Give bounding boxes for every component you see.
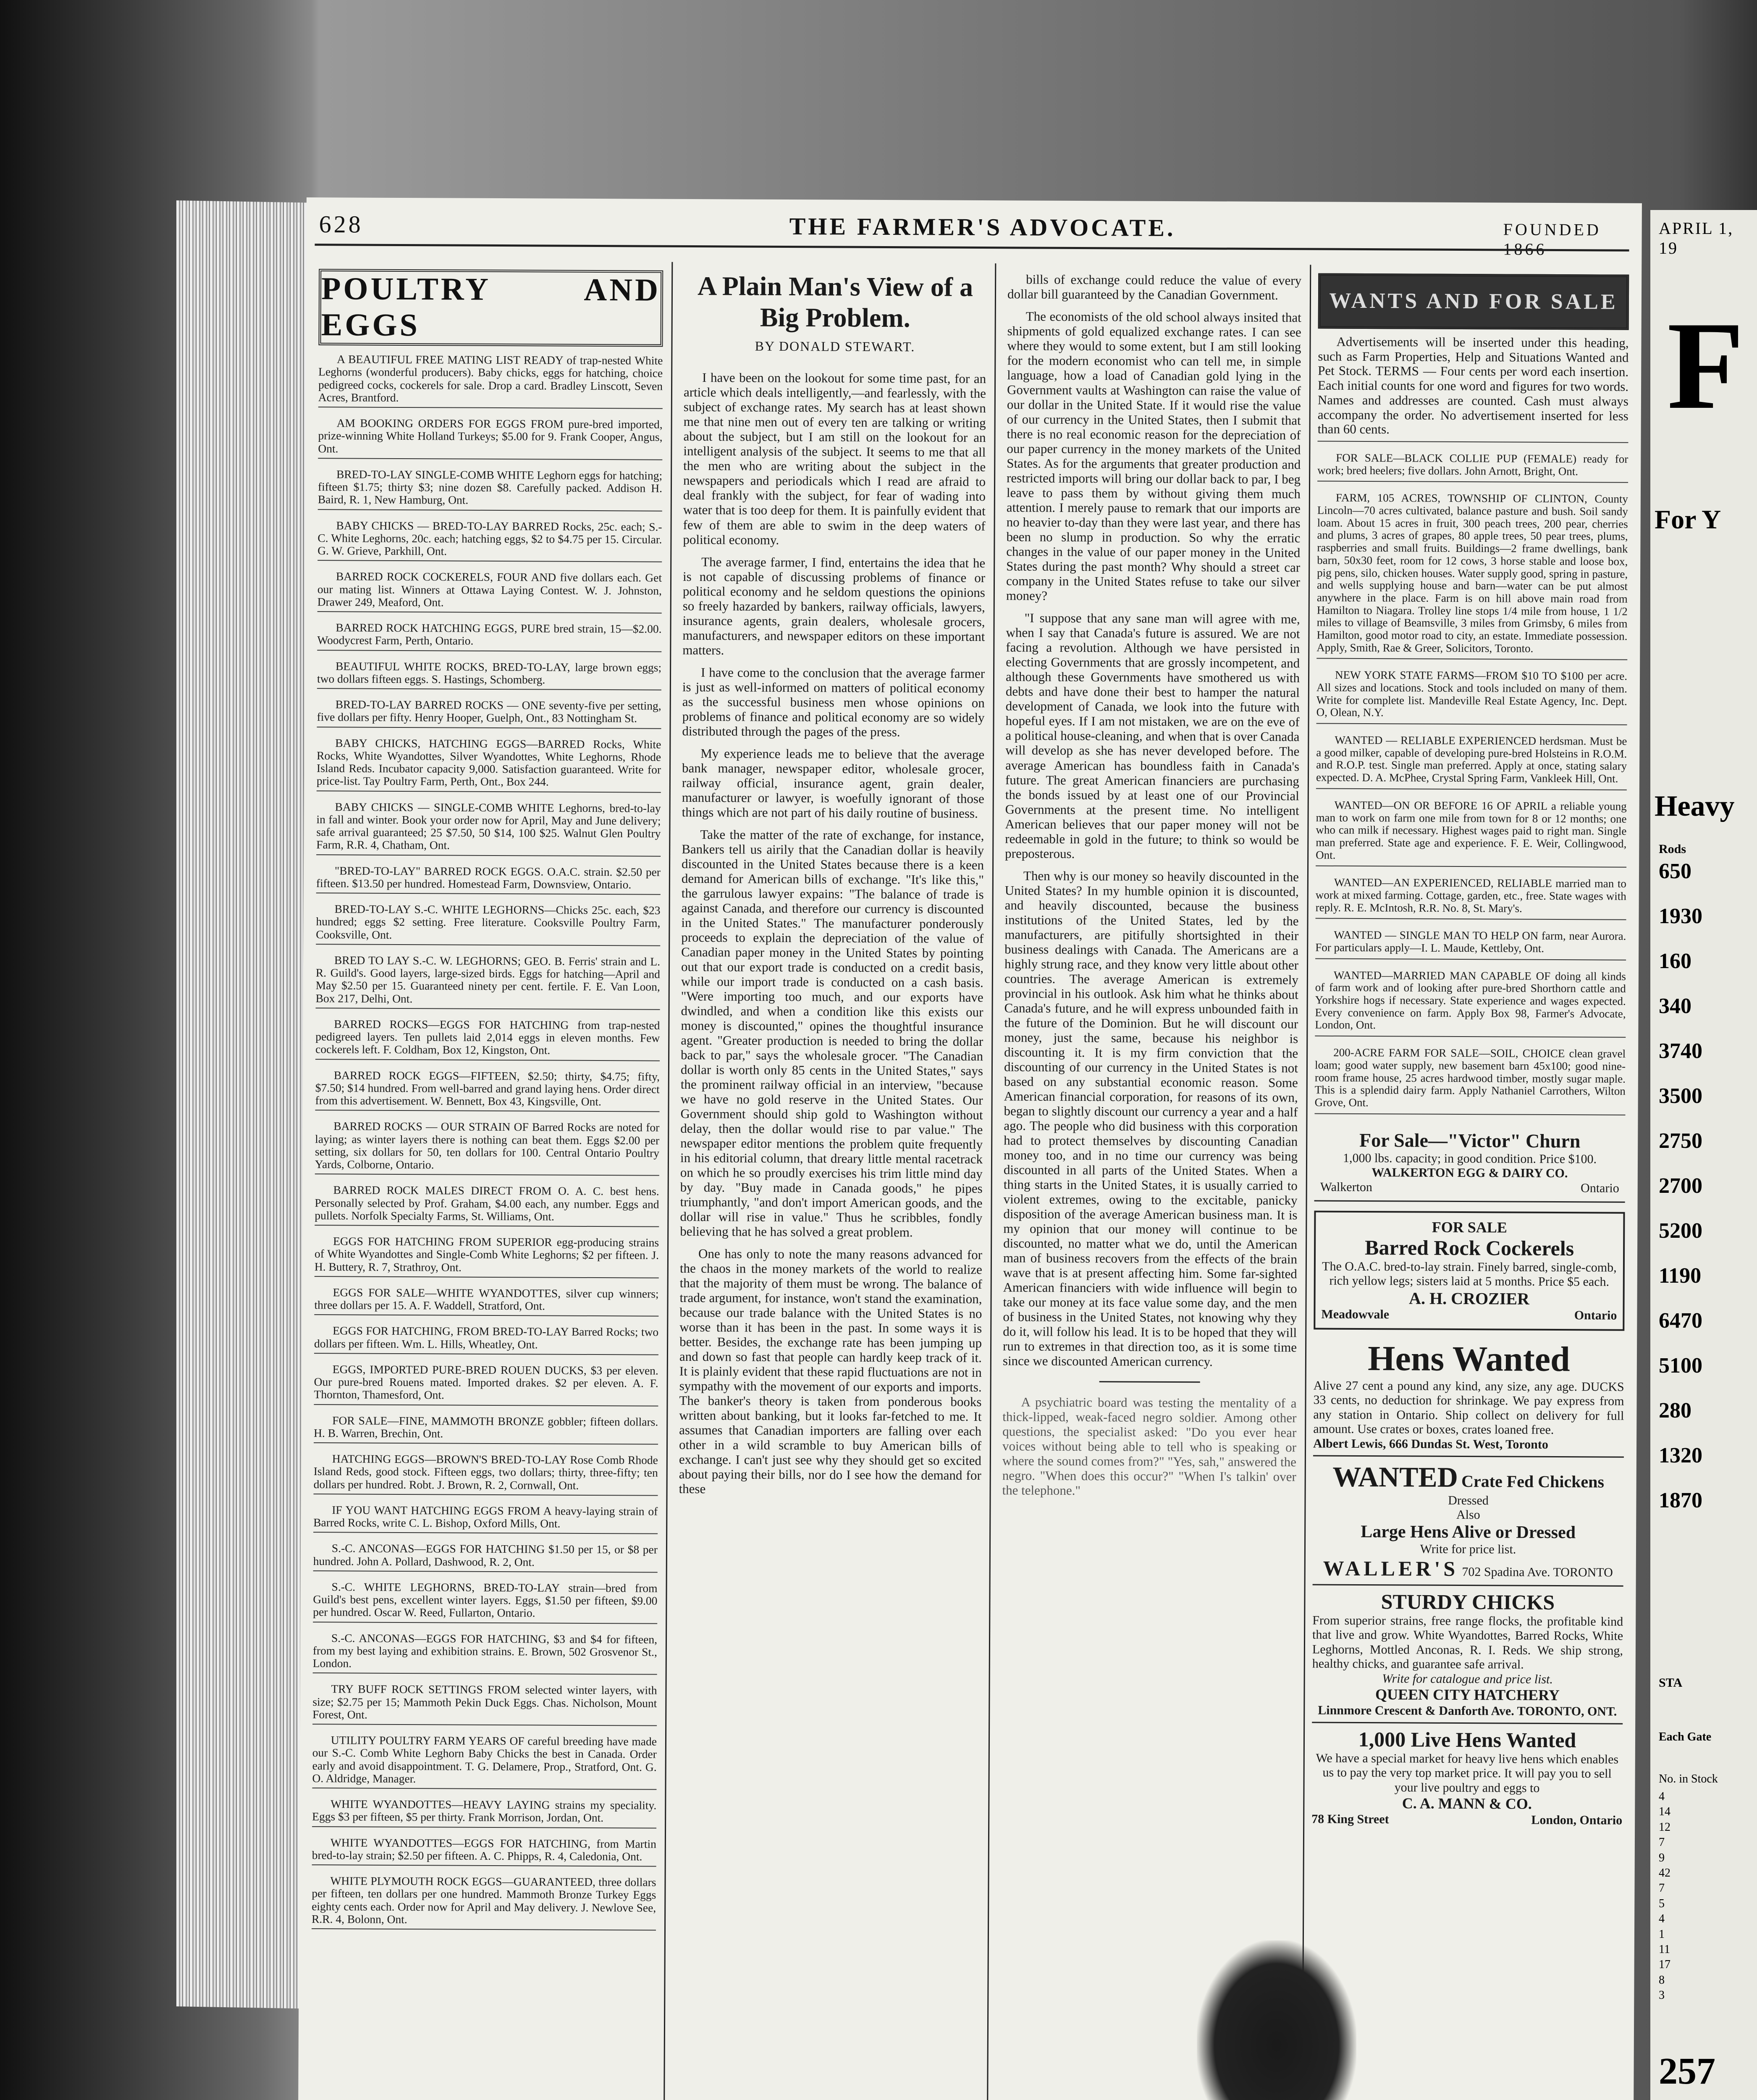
wants-classified-ad: 200-ACRE FARM FOR SALE—SOIL, CHOICE clean gravel loam; good water supply, new basement barn 45x100; good nine-room frame house, 25 acres hardwood timber, mostly sugar maple. This is a splendid dairy farm. Apply Nathaniel Carrothers, Wilton Grove, Ont.: [1315, 1044, 1626, 1116]
rods-value: 280: [1659, 1399, 1691, 1423]
no-in-stock-label: No. in Stock: [1659, 1772, 1718, 1785]
wants-classified-ad: NEW YORK STATE FARMS—FROM $10 TO $100 per acre. All sizes and locations. Stock and tools included on many of them. Write for complete list. Mandeville Real Estate Agency, Inc. Dept. O, Olean, N.Y.: [1316, 667, 1628, 725]
stock-number: 1: [1659, 1927, 1665, 1941]
poultry-classified-ad: BARRED ROCK EGGS—FIFTEEN, $2.50; thirty, $4.75; fifty, $7.50; $14 hundred. From well-barred and grand laying hens. Order direct from this advertisement. W. Bennett, Box 43, Kingsville, Ont.: [315, 1067, 660, 1112]
live-hens-ad: [1311, 1723, 1623, 1832]
classified-intro: Advertisements will be inserted under this heading, such as Farm Properties, Help and Situations Wanted and Pet Stock. TERMS — Four cents per word each insertion. Each initial counts for one word and figures for two words. Names and addresses are counted. Cash must always accompany the order. No advertisement inserted for less than 60 cents.: [1317, 332, 1629, 443]
poultry-classified-ad: WHITE WYANDOTTES—HEAVY LAYING strains my speciality. Eggs $3 per fifteen, $5 per thirty. Frank Morrison, Jordan, Ont.: [312, 1796, 656, 1828]
stock-number: 7: [1659, 1836, 1665, 1849]
poultry-classified-ad: WHITE PLYMOUTH ROCK EGGS—GUARANTEED, three dollars per fifteen, ten dollars per one hundred. Mammoth Bronze Turkey Eggs eighty cents each. Order now for April and May delivery. J. Newlove See, R.R. 4, Bolonn, Ont.: [312, 1873, 656, 1931]
sturdy-chicks-body: From superior strains, free range flocks, the profitable kind that live and grow. White Wyandottes, Barred Rocks, White Leghorns, Mottled Anconas, R. I. Reds. We ship strong, healthy chicks, and guarantee safe arrival.: [1312, 1613, 1623, 1672]
article-paragraph: The average farmer, I find, entertains the idea that he is not capable of discussing problems of finance or political economy and he seldom questions the opinions so freely hazarded by bankers, railway officials, lawyers, insurance agents, grain dealers, wholesale grocers, manufacturers, and newspaper editors on these important matters.: [682, 554, 986, 657]
next-page-heavy: Heavy: [1655, 790, 1735, 822]
column-rule: [1302, 265, 1311, 2100]
poultry-ad-list: [312, 351, 663, 1931]
wants-classified-ad: WANTED—AN EXPERIENCED, RELIABLE married man to work at mixed farming. Cottage, garden, etc., free. State wages with reply. R. E. McIntosh, R.R. No. 8, St. Mary's.: [1316, 874, 1626, 920]
live-hens-title: 1,000 Live Hens Wanted: [1358, 1727, 1576, 1752]
next-page-big-letter: F: [1667, 296, 1744, 435]
rods-value: 160: [1659, 949, 1691, 973]
stock-number: 11: [1659, 1942, 1670, 1956]
live-hens-city: London, Ontario: [1531, 1813, 1623, 1827]
hens-wanted-ad: [1313, 1339, 1624, 1458]
poultry-classified-ad: EGGS, IMPORTED PURE-BRED ROUEN DUCKS, $3 per eleven. Our pure-bred Rouens mated. Imported drakes. $2 per eleven. A. F. Thornton, Thamesford, Ont.: [314, 1361, 658, 1406]
stock-number: 42: [1659, 1866, 1670, 1880]
next-page-bottom-number: 257: [1659, 2050, 1715, 2092]
cockerels-ad: [1314, 1211, 1625, 1331]
wallers-dressed: Dressed: [1448, 1493, 1489, 1508]
poultry-classified-ad: HATCHING EGGS—BROWN'S BRED-TO-LAY Rose Comb Rhode Island Reds, good stock. Fifteen eggs, two dollars; thirty, three-fifty; ten dollars per hundred. Robt. J. Brown, R. 2, Cornwall, Ont.: [314, 1451, 658, 1496]
poultry-classified-ad: BABY CHICKS, HATCHING EGGS—BARRED Rocks, White Rocks, White Wyandottes, Silver Wyandottes, White Leghorns, Rhode Island Reds. Incubator capacity 9,000. Satisfaction guaranteed. Write for price-list. Tay Poultry Farm, Perth, Ont., Box 244.: [317, 735, 661, 793]
joke-item: A psychiatric board was testing the mentality of a thick-lipped, weak-faced negro soldier. Among other questions, the specialist asked: "Do you ever hear voices without being able to tell who is speaking or where the sound comes from?" "Yes, sah," answered the negro. "When does this occur?" "When I's talkin' over the telephone.": [1002, 1394, 1297, 1498]
wants-ad-list: [1315, 449, 1629, 1116]
thumb-shadow: [1197, 1940, 1356, 2100]
rods-value: 1870: [1659, 1488, 1702, 1512]
wallers-also: Also: [1456, 1508, 1480, 1522]
poultry-classified-ad: BRED-TO-LAY SINGLE-COMB WHITE Leghorn eggs for hatching; fifteen $1.75; thirty $3; nine dozen $8. Carefully packed. Addison H. Baird, R. 1, New Hamburg, Ont.: [318, 466, 662, 511]
live-hens-body: We have a special market for heavy live hens which enables us to pay the very top market price. It will pay you to sell your live poultry and eggs to: [1316, 1751, 1619, 1795]
poultry-classified-ad: BABY CHICKS — BRED-TO-LAY BARRED Rocks, 25c. each; S.-C. White Leghorns, 20c. each; hatching eggs, $2 to $4.75 per 15. Circular. G. W. Grieve, Parkhill, Ont.: [317, 517, 662, 562]
wants-classified-ad: WANTED—ON OR BEFORE 16 OF APRIL a reliable young man to work on farm one mile from town for 8 or 12 months; one who can milk if necessary. Highest wages paid to right man. Single man preferred. State age and experience. F. E. Weir, Collingwood, Ont.: [1316, 796, 1627, 868]
rods-value: 2750: [1659, 1129, 1702, 1153]
poultry-classified-ad: A BEAUTIFUL FREE MATING LIST READY of trap-nested White Leghorns (wonderful producers). Baby chicks, eggs for hatching, choice pedigreed cocks, cockerels for sale. Drop a card. Bradley Linscott, Seven Acres, Brantford.: [318, 351, 663, 409]
poultry-classified-ad: BARRED ROCK MALES DIRECT FROM O. A. C. best hens. Personally selected by Prof. Graham, $4.00 each, any number. Eggs and pullets. Norfolk Specialty Farms, St. Williams, Ont.: [315, 1182, 659, 1227]
wallers-write: Write for price list.: [1420, 1542, 1516, 1557]
header-rule: [315, 244, 1629, 252]
wallers-headline: WANTED: [1332, 1460, 1458, 1494]
cockerels-place: Meadowvale: [1321, 1307, 1390, 1322]
wallers-headline2: Crate Fed Chickens: [1461, 1472, 1605, 1491]
rods-list: [1659, 859, 1702, 1533]
poultry-eggs-logo: POULTRY AND EGGS: [318, 269, 663, 347]
poultry-classified-ad: AM BOOKING ORDERS FOR EGGS FROM pure-bred imported, prize-winning White Holland Turkeys; $5.00 for 9. Frank Cooper, Angus, Ont.: [318, 415, 662, 460]
next-page-edge: [1650, 210, 1757, 2100]
next-page-for: For Y: [1655, 504, 1721, 534]
article-column: [679, 270, 986, 1505]
rods-label: Rods: [1659, 842, 1686, 856]
column-rule: [663, 262, 673, 2100]
sturdy-chicks-write: Write for catalogue and price list.: [1382, 1672, 1553, 1686]
rods-value: 3740: [1659, 1039, 1702, 1063]
cockerels-title: Barred Rock Cockerels: [1364, 1236, 1574, 1260]
stock-number: 17: [1659, 1958, 1670, 1971]
poultry-classified-ad: S.-C. ANCONAS—EGGS FOR HATCHING $1.50 per 15, or $8 per hundred. John A. Pollard, Dashwood, R. 2, Ont.: [313, 1540, 658, 1572]
wants-classified-ad: WANTED — RELIABLE EXPERIENCED herdsman. Must be a good milker, capable of developing pure-bred Holsteins in R.O.M. and R.O.P. test. Single man preferred. Apply at once, stating salary expected. D. A. McPhee, Crystal Spring Farm, Vankleek Hill, Ont.: [1316, 732, 1627, 790]
rods-value: 3500: [1659, 1084, 1702, 1108]
stock-number: 4: [1659, 1912, 1665, 1926]
wallers-line: Large Hens Alive or Dressed: [1361, 1522, 1576, 1543]
masthead: THE FARMER'S ADVOCATE.: [789, 213, 1176, 242]
churn-ad: [1314, 1123, 1626, 1203]
poultry-classified-ad: S.-C. WHITE LEGHORNS, BRED-TO-LAY strain—bred from Guild's best pens, excellent winter layers. Eggs, $1.50 per fifteen, $9.00 per hundred. Oscar W. Reed, Fullarton, Ontario.: [313, 1579, 657, 1624]
wants-classified-ad: FOR SALE—BLACK COLLIE PUP (FEMALE) ready for work; bred heelers; five dollars. John Arnott, Bright, Ont.: [1317, 449, 1628, 483]
next-page-date: APRIL 1, 19: [1659, 219, 1734, 257]
article-title: A Plain Man's View of a Big Problem.: [697, 271, 973, 333]
column-rule: [987, 263, 996, 2100]
rods-value: 1930: [1659, 904, 1702, 928]
churn-title: For Sale—"Victor" Churn: [1359, 1129, 1581, 1152]
page-number: 628: [319, 210, 363, 238]
sturdy-chicks-ad: [1312, 1586, 1623, 1725]
poultry-classified-ad: TRY BUFF ROCK SETTINGS FROM selected winter layers, with size; $2.75 per 15; Mammoth Pekin Duck Eggs. Chas. Nicholson, Mount Forest, Ont.: [312, 1681, 657, 1726]
newspaper-page: [298, 197, 1642, 2100]
founded-label: FOUNDED 1866: [1503, 220, 1601, 259]
sturdy-chicks-name: QUEEN CITY HATCHERY: [1375, 1686, 1560, 1704]
hens-wanted-body: Alive 27 cent a pound any kind, any size, any age. DUCKS 33 cents, no deduction for shrinkage. We pay express from any station in Ontario. Ship collect on delivery for full amount. Use crates or boxes, crates loaned free.: [1313, 1378, 1624, 1437]
churn-province: Ontario: [1581, 1181, 1619, 1195]
stock-number: 8: [1659, 1973, 1665, 1987]
wants-classified-ad: FARM, 105 ACRES, TOWNSHIP OF CLINTON, County Lincoln—70 acres cultivated, balance pasture and bush. Soil sandy loam. About 15 acres in fruit, 300 peach trees, 200 pear, cherries and plums, 3 acres of grapes, 80 apple trees, 50 pear trees, plums, raspberries and small fruits. Buildings—2 frame dwellings, bank barn, 50x30 feet, room for 12 cows, 3 horse stable and loose box, pig pens, silo, chicken houses. Water supply good, spring in pasture, and wells supplying house and barn—water can be put almost anywhere in the place. Farm is on hill above main road from Hamilton to Niagara. Trolley line stops 1/4 mile from house, 1 1/2 miles to village of Beamsville, 3 miles from Grimsby, 6 miles from Hamilton, good motor road to city, an estate. Immediate possession. Apply, Smith, Rae & Greer, Solicitors, Toronto.: [1316, 489, 1628, 660]
churn-place: Walkerton: [1320, 1180, 1373, 1194]
poultry-classified-ad: BABY CHICKS — SINGLE-COMB WHITE Leghorns, bred-to-lay in fall and winter. Book your order now for April, May and June delivery; safe arrival guaranteed; 25 $7.50, 50 $14, 100 $25. Walnut Glen Poultry Farm, R.R. 4, Chatham, Ont.: [316, 799, 661, 857]
article-paragraph: I have come to the conclusion that the average farmer is just as well-informed on matters of political economy as the successful business men whose opinions on problems of finance and political economy are so widely distributed through the pages of the press.: [682, 664, 985, 739]
rods-value: 1320: [1659, 1444, 1702, 1467]
poultry-classified-ad: BRED-TO-LAY BARRED ROCKS — ONE seventy-five per setting, five dollars per fifty. Henry Hooper, Guelph, Ont., 83 Nottingham St.: [317, 696, 661, 729]
poultry-classified-ad: "BRED-TO-LAY" BARRED ROCK EGGS. O.A.C. strain. $2.50 per fifteen. $13.50 per hundred. Homestead Farm, Downsview, Ontario.: [316, 863, 661, 895]
article-paragraph: bills of exchange could reduce the value of every dollar bill guaranteed by the Canadian Government.: [1007, 272, 1302, 303]
rods-value: 340: [1659, 994, 1691, 1018]
stock-number: 14: [1659, 1805, 1670, 1819]
cockerels-body: The O.A.C. bred-to-lay strain. Finely barred, single-comb, rich yellow legs; sisters laid at 5 months. Price $5 each.: [1322, 1259, 1617, 1289]
rods-value: 1190: [1659, 1264, 1702, 1288]
poultry-classified-ad: BRED TO LAY S.-C. W. LEGHORNS; GEO. B. Ferris' strain and L. R. Guild's. Good layers, large-sized birds. Eggs for hatching—April and May $2.50 per 15. Guaranteed ninety per cent. fertile. F. E. Van Loon, Box 217, Delhi, Ont.: [316, 952, 661, 1010]
article-byline: BY DONALD STEWART.: [755, 338, 915, 354]
poultry-classified-ad: UTILITY POULTRY FARM YEARS OF careful breeding have made our S.-C. Comb White Leghorn Baby Chicks the best in Canada. Order early and avoid disappointment. T. G. Delamere, Prop., Stratford, Ont. G. O. Aldridge, Manager.: [312, 1732, 657, 1790]
hens-wanted-footer: Albert Lewis, 666 Dundas St. West, Toronto: [1313, 1436, 1548, 1452]
sturdy-chicks-title: STURDY CHICKS: [1381, 1590, 1555, 1614]
wallers-ad: [1313, 1457, 1624, 1587]
wants-logo: WANTS AND FOR SALE: [1318, 273, 1629, 330]
stock-number: 9: [1659, 1851, 1665, 1864]
poultry-classified-ad: EGGS FOR HATCHING, FROM BRED-TO-LAY Barred Rocks; two dollars per fifteen. Wm. L. Hills, Wheatley, Ont.: [314, 1323, 658, 1355]
wants-classified-ad: WANTED—MARRIED MAN CAPABLE OF doing all kinds of farm work and of looking after pure-bred Shorthorn cattle and Yorkshire hogs if necessary. State experience and wages expected. Every convenience on farm. Apply Box 98, Farmer's Advocate, London, Ont.: [1315, 966, 1626, 1038]
rods-value: 2700: [1659, 1174, 1702, 1198]
article-paragraph: One has only to note the many reasons advanced for the chaos in the money markets of the world to realize that the majority of them must be wrong. The balance of trade argument, for instance, won't stand the examination, because our trade balance with the United States is no worse than it has been in the past. In some ways it is better. Besides, the exchange rate has been jumping up and down so fast that people can hardly keep track of it. It is plainly evident that these rapid fluctuations are not in sympathy with the movement of our exports and imports. The banker's theory is taken from ponderous books written about banking, but it looks far-fetched to me. It assumes that Canadian importers are falling over each other in a wild scramble to buy American bills of exchange. I can't just see why they should get so excited about paying their bills, nor do I see how the demand for these: [679, 1246, 983, 1496]
poultry-classified-ad: BARRED ROCK COCKERELS, FOUR AND five dollars each. Get our mating list. Winners at Ottawa Laying Contest. W. J. Johnston, Drawer 249, Meaford, Ont.: [317, 568, 662, 613]
stock-number: 7: [1659, 1882, 1665, 1895]
hens-wanted-title: Hens Wanted: [1367, 1339, 1570, 1379]
churn-body: 1,000 lbs. capacity; in good condition. Price $100.: [1343, 1151, 1597, 1166]
article-paragraph: The economists of the old school always insited that shipments of gold equalized exchange rates. I can see where they would to some extent, but I am still looking for the modern economist who can tell me, in simple language, how a load of Canadian gold lying in the Government vaults at Washington can raise the value of our dollar in the United State. If it would rise the value of our currency in the United States, then I submit that there is no real economic reason for the depreciation of our paper currency in the money markets of the United States. As for the arguments that greater production and restricted imports will bring our dollar back to par, I beg leave to pass them by without giving them much attention. I merely pause to remark that our imports are no heavier to-day than they were last year, and there has been no slump in production. So why the erratic changes in the value of our paper money in the United States during the past month? Why should a street car company in the United States refuse to take our silver money?: [1006, 309, 1301, 604]
stock-number: 12: [1659, 1820, 1670, 1834]
poultry-classified-ad: S.-C. ANCONAS—EGGS FOR HATCHING, $3 and $4 for fifteen, from my best laying and exhibition strains. E. Brown, 502 Grosvenor St., London.: [313, 1630, 657, 1675]
poultry-classified-ad: BARRED ROCK HATCHING EGGS, PURE bred strain, 15—$2.00. Woodycrest Farm, Perth, Ontario.: [317, 620, 661, 652]
stock-number: 5: [1659, 1897, 1665, 1910]
rods-value: 6470: [1659, 1309, 1702, 1333]
wallers-address: 702 Spadina Ave. TORONTO: [1462, 1564, 1613, 1580]
section-divider: [1099, 1381, 1200, 1383]
poultry-ads-column: [312, 269, 663, 1938]
wallers-name: WALLER'S: [1323, 1556, 1459, 1580]
article-paragraph: Then why is our money so heavily discounted in the United States? In my humble opinion it is discounted, and heavily discounted, because the business institutions of the United States, led by the manufacturers, are pitifully shortsighted in their business dealings with Canada. The Americans are a highly strung race, and they know very little about other countries. The average American is extremely provincial in his outlook. Ask him what he thinks about Canada's future, and he will express unbounded faith in the future of the Dominion. But he will discount our money, just the same, because his neighbor is discounting it. It is my firm conviction that the discounting of our currency in the United States is not based on any substantial economic reason. Some American financial corporation, for reasons of its own, began to slightly discount our currency a year and a half ago. The people who did business with this corporation had to protect themselves by discounting Canadian money too, and in no time our currency was being discounted in all parts of the United States. When a thing starts in the United States, it is usually carried to violent extremes, owing to the excitable, panicky disposition of the average American business man. It is my opinion that our money will continue to be discounted, no matter what we do, until the American man of business recovers from the effects of the brain wave that is at present affecting him. Some far-sighted American financiers with wide influence will begin to take our money at its face value some day, and the men of business in the United States, not knowing why they do it, will follow his lead. It is to be hoped that they will run to extremes in that direction too, as it is some time since we discounted American currency.: [1002, 868, 1299, 1369]
poultry-classified-ad: BEAUTIFUL WHITE ROCKS, BRED-TO-LAY, large brown eggs; two dollars fifteen eggs. S. Hastings, Schomberg.: [317, 658, 661, 690]
article-body: [679, 370, 986, 1497]
wants-classified-ad: WANTED — SINGLE MAN TO HELP ON farm, near Aurora. For particulars apply—I. L. Maude, Kettleby, Ont.: [1315, 927, 1626, 961]
poultry-classified-ad: FOR SALE—FINE, MAMMOTH BRONZE gobbler; fifteen dollars. H. B. Warren, Brechin, Ont.: [314, 1412, 658, 1445]
article-paragraph: My experience leads me to believe that the average bank manager, newspaper editor, wholesale grocer, railway official, insurance agent, grain dealer, manufacturer or lawyer, is woefully ignorant of those things which are not part of his daily routine of business.: [682, 746, 985, 821]
poultry-classified-ad: EGGS FOR SALE—WHITE WYANDOTTES, silver cup winners; three dollars per 15. A. F. Waddell, Stratford, Ont.: [314, 1284, 658, 1317]
article-paragraph: Take the matter of the rate of exchange, for instance, Bankers tell us airily that the Canadian dollar is heavily discounted in the United States because there is a keen demand for American bills of exchange. "It's like this," the garrulous lawyer expains: "The balance of trade is against Canada, and therefore our currency is discounted in the United States." The manufacturer ponderously proceeds to explain the depreciation of the value of Canadian paper money in the United States by pointing out that our export trade is conducted on a credit basis, while our import trade is conducted on a cash basis. "Were importing too much, and our exports have dwindled, and when a condition like this exists our money is discounted," opines the thoughtful insurance agent. "Greater production is needed to bring the dollar back to par," says the wholesale grocer. "The Canadian dollar is worth only 85 cents in the United States," says the prominent railway official in an interview, "because we have no gold reserve in the United States. Our Government should ship gold to Washington without delay, then the dollar would rise to par value." The newspaper editor mentions the problem quite frequently in his editorial column, that dreary little mental racetrack on which he so proudly exercises his trim little mind day by day. "Buy made in Canada goods," he pipes triumphantly, "and don't import American goods, and the dollar will rise in value." Thus he scribbles, fondly believing that he has solved a great problem.: [680, 827, 984, 1240]
rods-value: 650: [1659, 859, 1691, 883]
churn-company: WALKERTON EGG & DAIRY CO.: [1372, 1166, 1568, 1181]
cockerels-kicker: FOR SALE: [1432, 1218, 1507, 1236]
each-gate-label: Each Gate: [1659, 1730, 1712, 1743]
cockerels-name: A. H. CROZIER: [1409, 1289, 1530, 1308]
live-hens-address: 78 King Street: [1311, 1812, 1389, 1826]
stock-number: 4: [1659, 1790, 1665, 1803]
poultry-classified-ad: BARRED ROCKS — OUR STRAIN OF Barred Rocks are noted for laying; as winter layers there is nothing can beat them. Eggs $2.00 per setting, six dollars for 50, ten dollars for 100. Central Ontario Poultry Yards, Colborne, Ontario.: [315, 1118, 660, 1176]
article-paragraph: I have been on the lookout for some time past, for an article which deals intelligently,—and fearlessly, with the subject of exchange rates. My search has at least shown me that nine men out of every ten are talking or writing about the subject, but I am still on the lookout for an intelligent analysis of the subject. It seems to me that all the men who are writing about the subject in the newspapers and periodicals which I read are afraid to deal frankly with the subject, for fear of wading into water that is too deep for them. It is painfully evident that few of them are able to swim in the deep waters of political economy.: [683, 370, 986, 547]
poultry-classified-ad: WHITE WYANDOTTES—EGGS FOR HATCHING, from Martin bred-to-lay strain; $2.50 per fifteen. A. C. Phipps, R. 4, Caledonia, Ont.: [312, 1835, 656, 1867]
classified-column: [1311, 273, 1629, 1832]
poultry-classified-ad: IF YOU WANT HATCHING EGGS FROM A heavy-laying strain of Barred Rocks, write C. L. Bishop, Oxford Mills, Ont.: [313, 1502, 658, 1534]
article-continued-body: [1003, 272, 1301, 1369]
live-hens-name: C. A. MANN & CO.: [1402, 1795, 1532, 1812]
stock-list: [1659, 1789, 1670, 2003]
poultry-classified-ad: BARRED ROCKS—EGGS FOR HATCHING from trap-nested pedigreed layers. Ten pullets laid 2,014 eggs in eleven months. Few cockerels left. F. Coldham, Box 12, Kingston, Ont.: [315, 1016, 660, 1061]
next-page-sta: STA: [1659, 1676, 1683, 1690]
poultry-classified-ad: EGGS FOR HATCHING FROM SUPERIOR egg-producing strains of White Wyandottes and Single-Comb White Leghorns; $2 per fifteen. J. H. Buttery, R. 7, Strathroy, Ont.: [315, 1233, 659, 1278]
article-continued-column: [1002, 272, 1301, 1506]
article-paragraph: "I suppose that any sane man will agree with me, when I say that Canada's future is assured. We are not facing a revolution. Although we have persisted in electing Governments that are grossly incompetent, and although these Governments have smothered us with debts and have done their best to hamper the natural development of Canada, we look into the future with hopeful eyes. If I am not mistaken, we are on the eve of a political house-cleaning, and when that is over Canada will develop as she has never developed before. The average American has boundless faith in Canada's future. The great American financiers are purchasing the bonds issued by at least one of our Provincial Governments at the present time. No intelligent American believes that our paper money will not be redeemable in gold in the future; to think so would be preposterous.: [1005, 610, 1300, 861]
rods-value: 5100: [1659, 1354, 1702, 1378]
cockerels-province: Ontario: [1574, 1308, 1617, 1323]
sturdy-chicks-address: Linnmore Crescent & Danforth Ave. TORONTO, ONT.: [1318, 1703, 1617, 1719]
book-page-edges: [176, 200, 315, 2009]
poultry-classified-ad: BRED-TO-LAY S.-C. WHITE LEGHORNS—Chicks 25c. each, $23 hundred; eggs $2 setting. Free literature. Cooksville Poultry Farm, Cooksville, Ont.: [316, 901, 660, 946]
rods-value: 5200: [1659, 1219, 1702, 1243]
stock-number: 3: [1659, 1989, 1665, 2002]
